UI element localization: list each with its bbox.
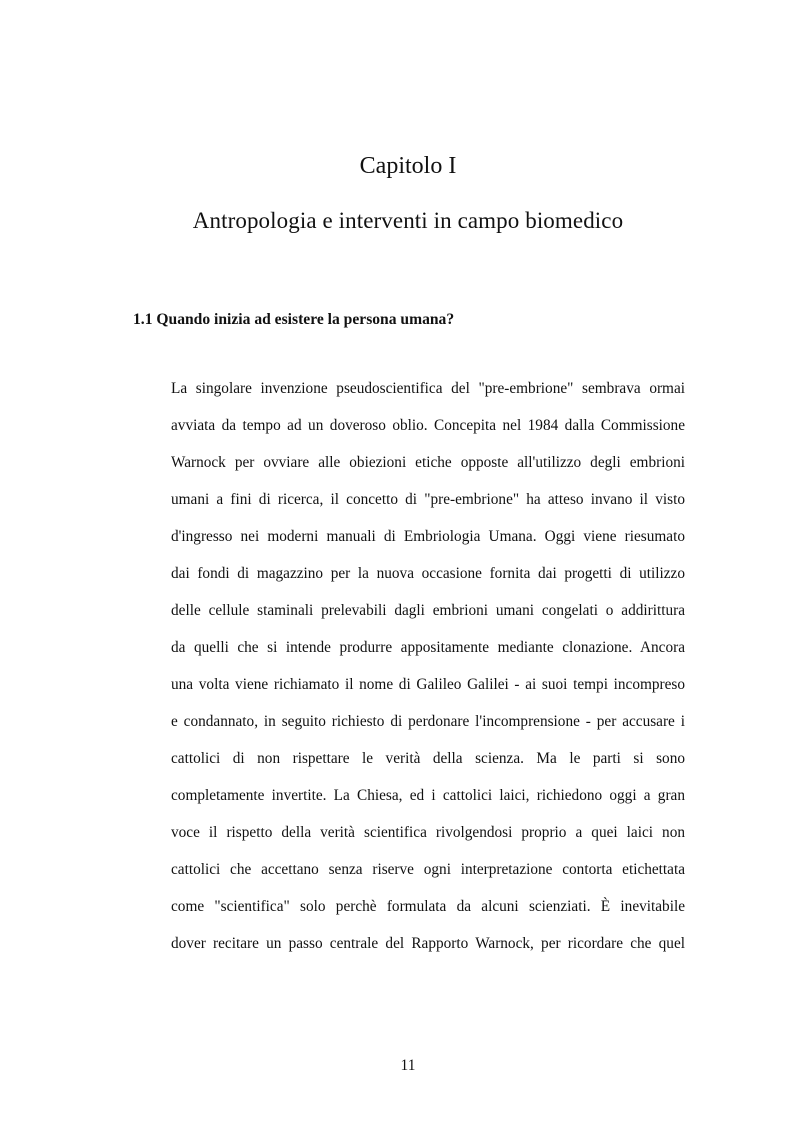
paragraph-line: dai fondi di magazzino per la nuova occasione fornita dai progetti di utilizzo [171,565,685,582]
section-heading: 1.1 Quando inizia ad esistere la persona umana? [133,311,455,328]
paragraph-line: La singolare invenzione pseudoscientifica del "pre-embrione" sembrava ormai [171,380,685,397]
paragraph-line: umani a fini di ricerca, il concetto di "pre-embrione" ha atteso invano il visto [171,491,685,508]
paragraph-line: come "scientifica" solo perchè formulata da alcuni scienziati. È inevitabile [171,898,685,915]
paragraph-line: da quelli che si intende produrre appositamente mediante clonazione. Ancora [171,639,685,656]
paragraph-line: d'ingresso nei moderni manuali di Embriologia Umana. Oggi viene riesumato [171,528,685,545]
page-number: 11 [400,1057,416,1074]
paragraph-line: cattolici che accettano senza riserve ogni interpretazione contorta etichettata [171,861,685,878]
chapter-number: Capitolo I [359,153,457,179]
paragraph-line: e condannato, in seguito richiesto di perdonare l'incomprensione - per accusare i [171,713,685,730]
paragraph-line: dover recitare un passo centrale del Rapporto Warnock, per ricordare che quel [171,935,685,952]
paragraph-line: una volta viene richiamato il nome di Galileo Galilei - ai suoi tempi incompreso [171,676,685,693]
paragraph-line: Warnock per ovviare alle obiezioni etiche opposte all'utilizzo degli embrioni [171,454,685,471]
body-paragraph [171,377,685,969]
paragraph-line: avviata da tempo ad un doveroso oblio. Concepita nel 1984 dalla Commissione [171,417,685,434]
paragraph-line: voce il rispetto della verità scientifica rivolgendosi proprio a quei laici non [171,824,685,841]
paragraph-line: cattolici di non rispettare le verità della scienza. Ma le parti si sono [171,750,685,767]
chapter-title: Antropologia e interventi in campo biomedico [192,208,624,233]
paragraph-line: delle cellule staminali prelevabili dagli embrioni umani congelati o addirittura [171,602,685,619]
paragraph-line: completamente invertite. La Chiesa, ed i cattolici laici, richiedono oggi a gran [171,787,685,804]
